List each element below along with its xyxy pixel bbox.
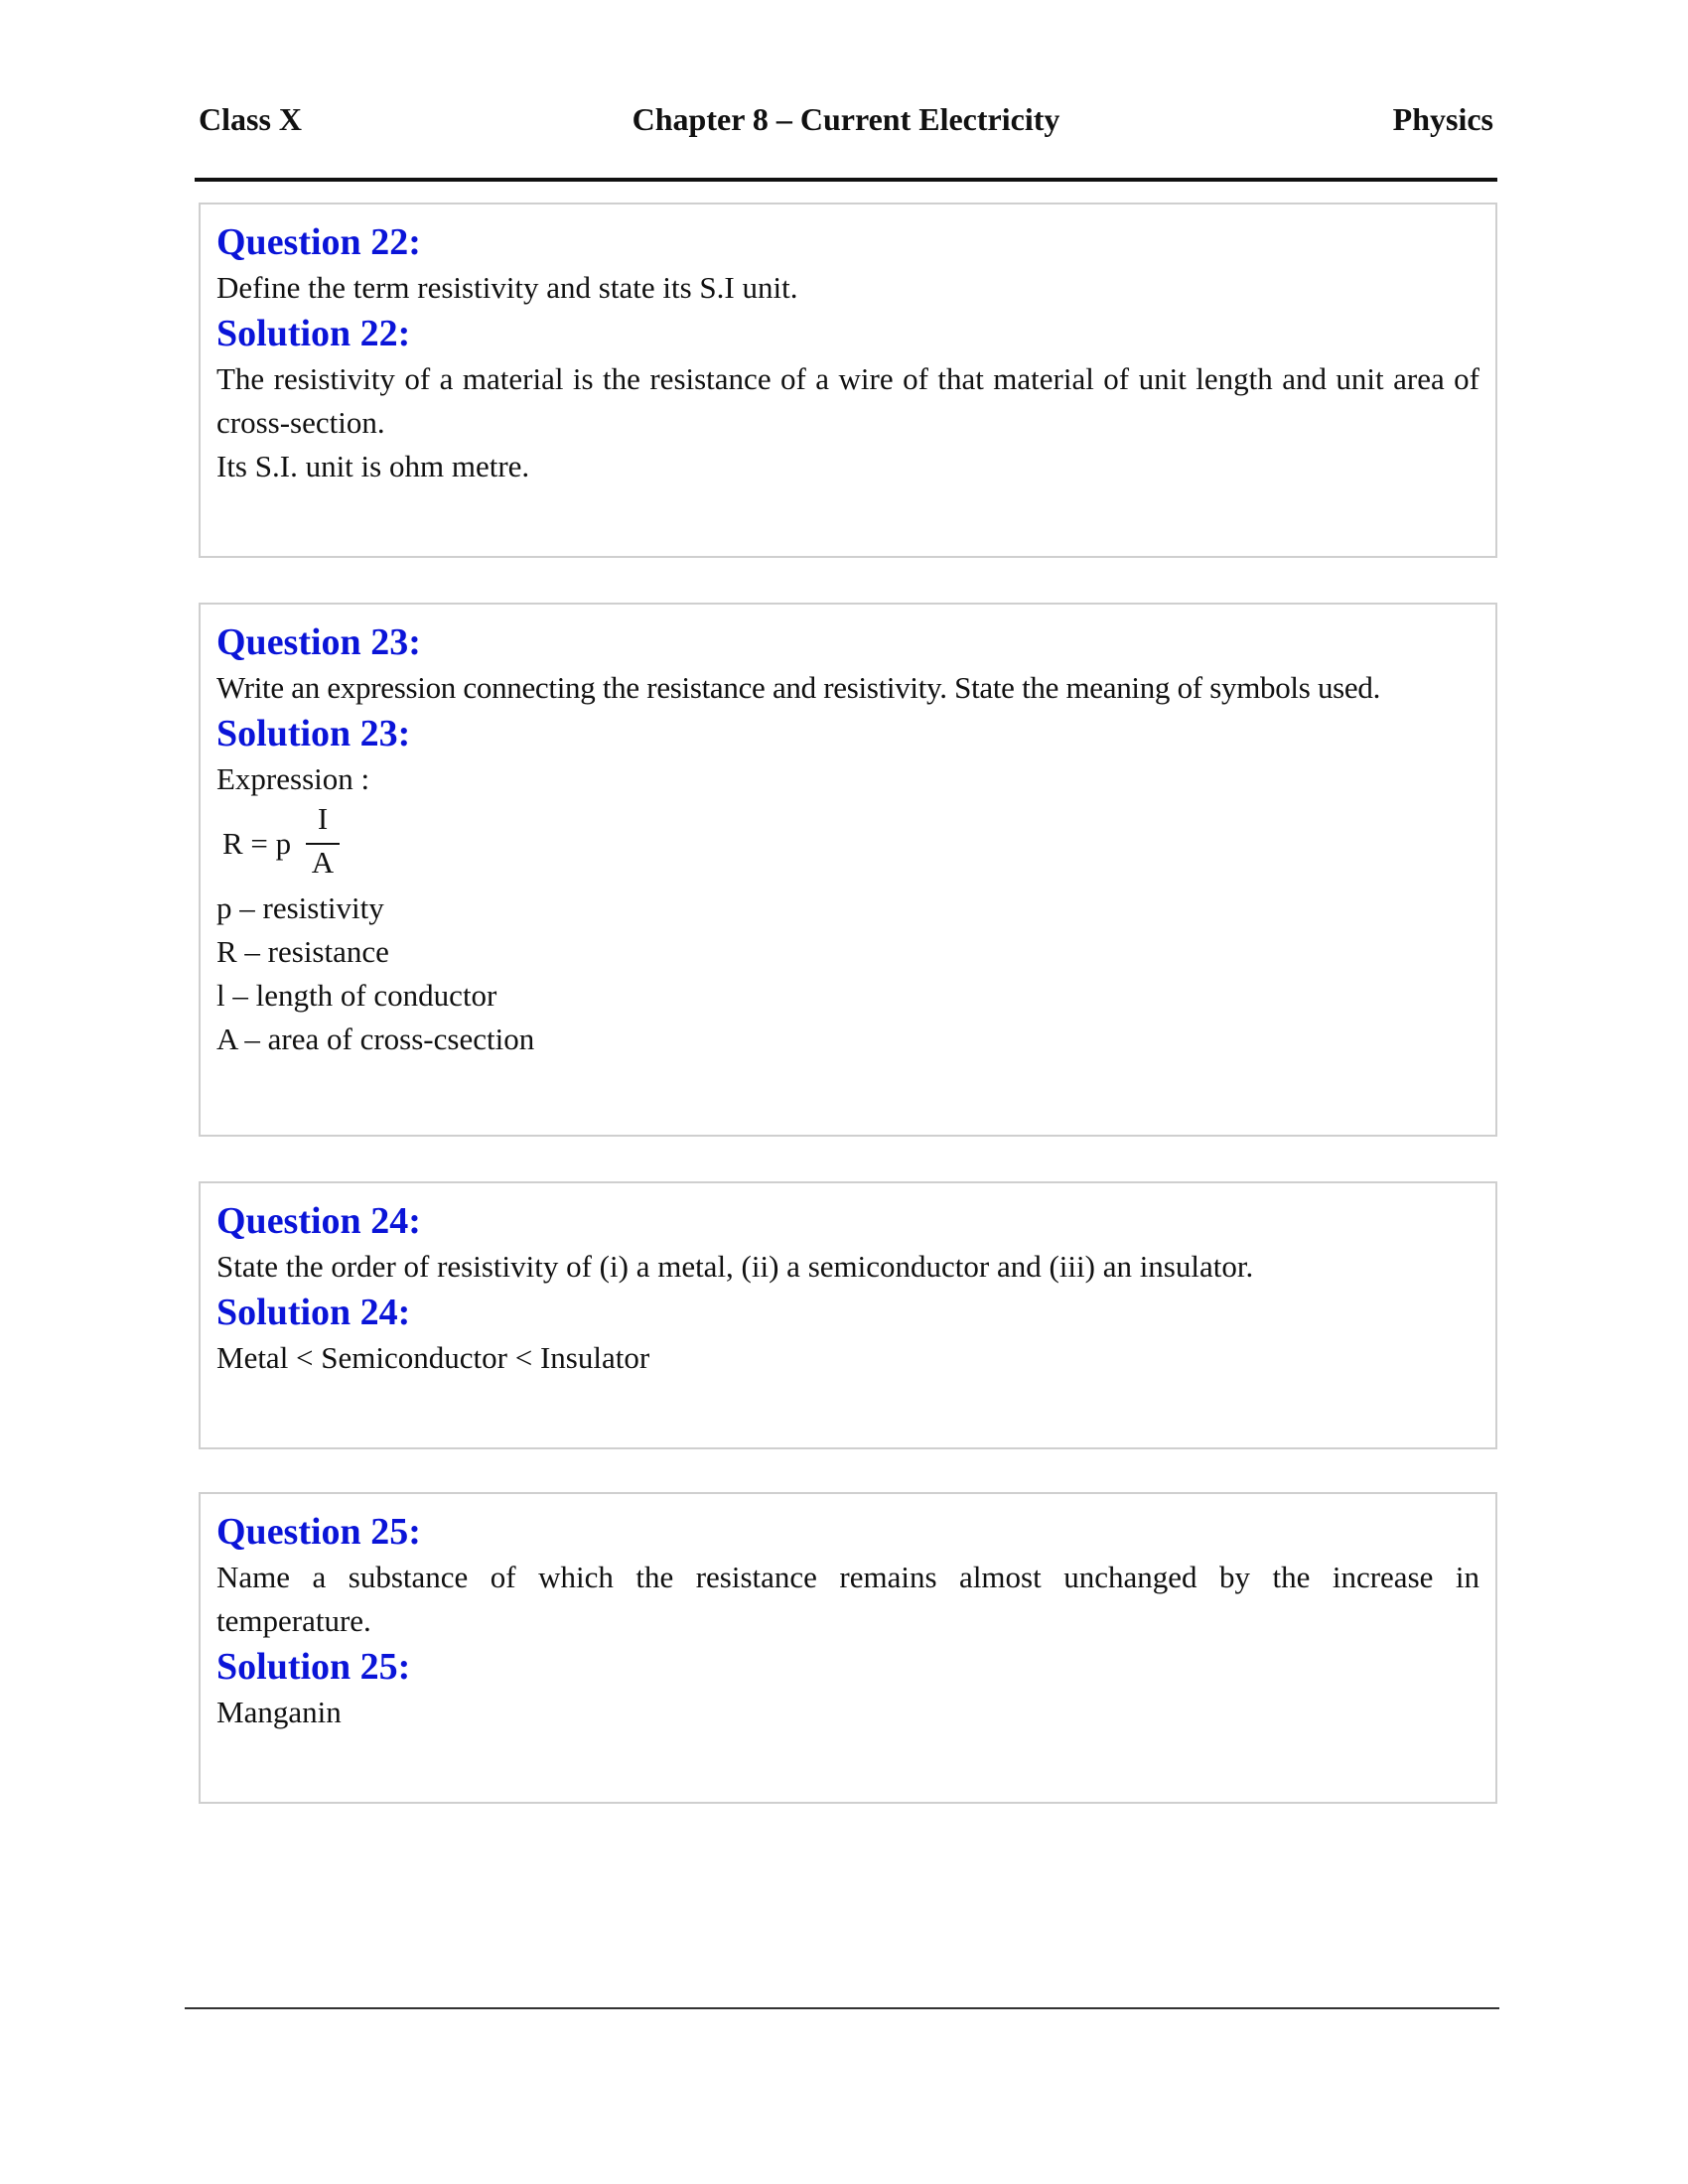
qa-box-25 — [199, 1492, 1497, 1804]
symbol-definition: p – resistivity — [216, 890, 384, 925]
question-text: Write an expression connecting the resistance and resistivity. State the meaning of symbols used. — [216, 670, 1381, 705]
question-title: Question 22: — [216, 221, 421, 263]
solution-title: Solution 25: — [216, 1646, 411, 1688]
question-text: Name a substance of which the resistance remains almost unchanged by the increase in temperature. — [216, 1560, 1479, 1638]
question-title: Question 25: — [216, 1511, 421, 1553]
qa-box-23 — [199, 603, 1497, 1137]
expression-label: Expression : — [216, 761, 370, 796]
solution-line: The resistivity of a material is the resistance of a wire of that material of unit length and unit area of cross-section. — [216, 361, 1479, 440]
symbol-definition: R – resistance — [216, 934, 389, 969]
solution-title: Solution 24: — [216, 1292, 411, 1333]
qa-box-24 — [199, 1181, 1497, 1449]
header-class: Class X — [199, 101, 303, 137]
footer-divider — [185, 2007, 1499, 2009]
formula-denominator: A — [311, 845, 335, 880]
solution-title: Solution 23: — [216, 713, 411, 754]
page-header — [199, 99, 1493, 143]
solution-line: Metal < Semiconductor < Insulator — [216, 1340, 650, 1375]
symbol-definition: A – area of cross-csection — [216, 1022, 535, 1056]
solution-line: Manganin — [216, 1695, 342, 1729]
header-divider — [195, 178, 1497, 182]
header-chapter: Chapter 8 – Current Electricity — [632, 101, 1060, 137]
resistance-formula — [222, 801, 1479, 887]
question-text: State the order of resistivity of (i) a metal, (ii) a semiconductor and (iii) an insulator. — [216, 1249, 1254, 1284]
header-subject: Physics — [1392, 101, 1493, 137]
formula-lhs: R = p — [222, 826, 292, 861]
solution-title: Solution 22: — [216, 313, 411, 354]
question-title: Question 24: — [216, 1200, 421, 1242]
solution-line: Its S.I. unit is ohm metre. — [216, 449, 530, 483]
question-title: Question 23: — [216, 621, 421, 663]
qa-box-22 — [199, 203, 1497, 558]
question-text: Define the term resistivity and state its S.I unit. — [216, 270, 798, 305]
formula-numerator: I — [317, 801, 329, 836]
symbol-definition: l – length of conductor — [216, 978, 497, 1013]
